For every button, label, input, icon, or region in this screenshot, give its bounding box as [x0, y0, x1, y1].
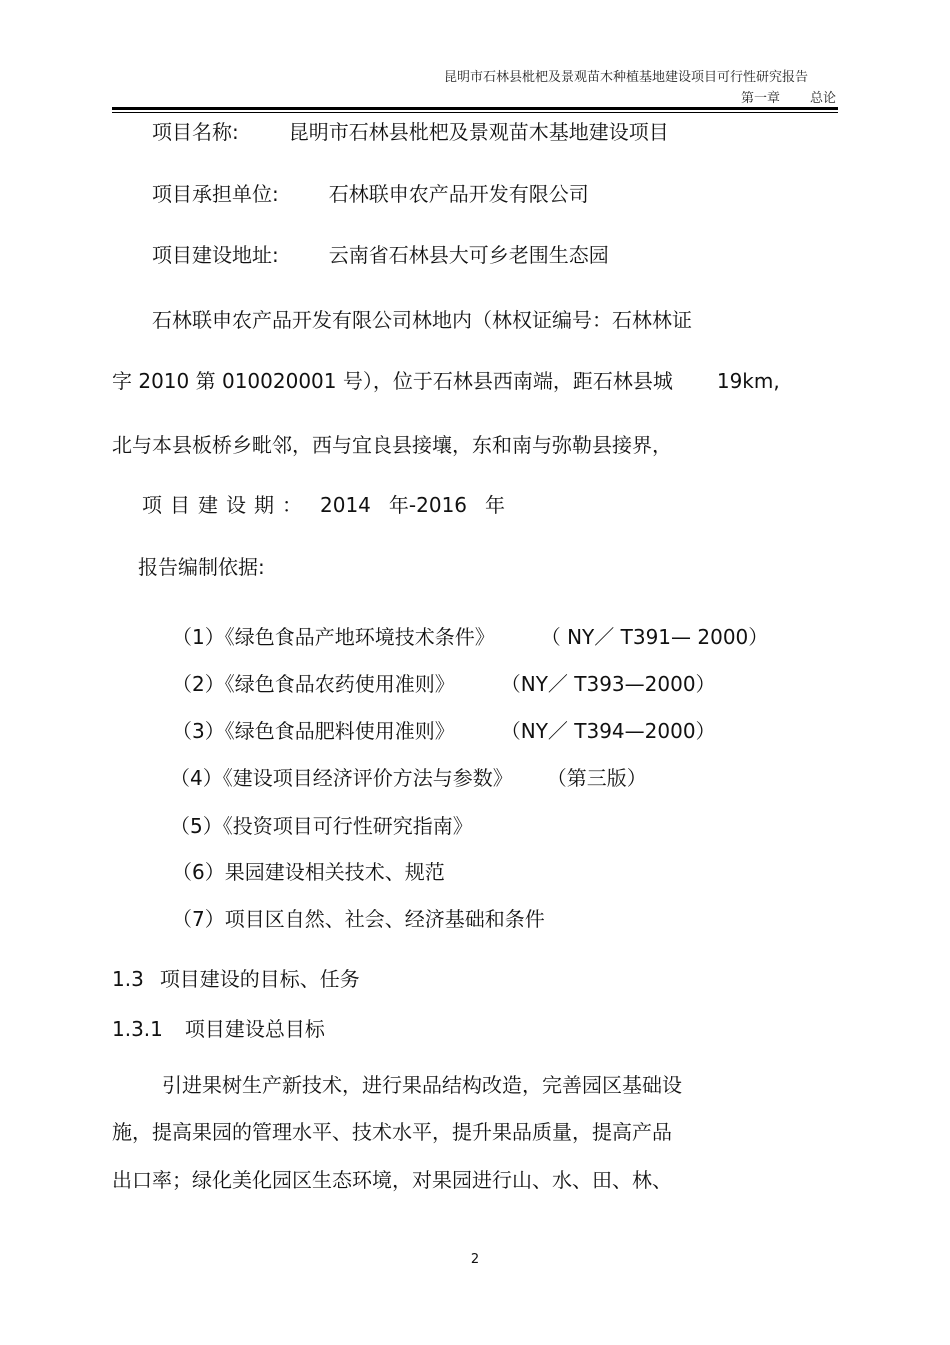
- project-site-value: 云南省石林县大可乡老围生态园: [328, 243, 609, 267]
- reference-item: [172, 624, 768, 650]
- construction-period-row: [142, 492, 505, 518]
- construction-period-label: 项目建设期：: [142, 493, 310, 517]
- section-number: 1.3: [112, 967, 144, 991]
- construction-period-mid: 年-2016: [388, 493, 468, 517]
- reference-code: （ NY／ T391— 2000）: [540, 625, 769, 649]
- project-unit-label: 项目承担单位:: [152, 182, 279, 206]
- reference-code: （NY／ T393—2000）: [500, 672, 716, 696]
- project-name-value: 昆明市石林县枇杷及景观苗木基地建设项目: [288, 120, 669, 144]
- chapter-title: 总论: [809, 91, 836, 106]
- running-header-chapter: [0, 87, 836, 106]
- page-number: 2: [470, 1252, 480, 1267]
- reference-title: （2）《绿色食品农药使用准则》: [172, 672, 455, 696]
- reference-item: [170, 765, 647, 791]
- project-unit-value: 石林联申农产品开发有限公司: [328, 182, 589, 206]
- reference-item: （7）项目区自然、社会、经济基础和条件: [172, 907, 545, 931]
- section-title: 项目建设总目标: [184, 1017, 325, 1041]
- reference-code: （第三版）: [546, 766, 647, 790]
- reference-title: （3）《绿色食品肥料使用准则》: [172, 719, 455, 743]
- header-rule-thin: [112, 112, 838, 113]
- construction-period-start: 2014: [320, 493, 371, 517]
- location-line-2-text: 字 2010 第 010020001 号），位于石林县西南端，距石林县城: [112, 369, 673, 393]
- chapter-number: 第一章: [740, 91, 780, 106]
- header-rule-thick: [112, 107, 838, 110]
- section-heading-1-3: [112, 966, 360, 992]
- reference-item: [172, 671, 716, 697]
- project-unit-row: [152, 181, 589, 207]
- location-line-2: [112, 368, 780, 394]
- goal-text-line: 引进果树生产新技术，进行果品结构改造，完善园区基础设: [162, 1073, 682, 1097]
- section-heading-1-3-1: [112, 1016, 325, 1042]
- reference-code: （NY／ T394—2000）: [500, 719, 716, 743]
- goal-text-line: 出口率；绿化美化园区生态环境，对果园进行山、水、田、林、: [112, 1168, 672, 1192]
- project-site-label: 项目建设地址:: [152, 243, 279, 267]
- construction-period-end: 年: [485, 493, 506, 517]
- running-header-title: 昆明市石林县枇杷及景观苗木种植基地建设项目可行性研究报告: [443, 70, 808, 85]
- reference-title: （1）《绿色食品产地环境技术条件》: [172, 625, 495, 649]
- section-title: 项目建设的目标、任务: [159, 967, 360, 991]
- project-site-row: [152, 242, 609, 268]
- location-distance: 19km,: [716, 369, 780, 393]
- location-line-3: 北与本县板桥乡毗邻，西与宜良县接壤，东和南与弥勒县接界，: [112, 433, 672, 457]
- reference-title: （4）《建设项目经济评价方法与参数》: [170, 766, 513, 790]
- reference-item: （6）果园建设相关技术、规范: [172, 860, 445, 884]
- basis-label: 报告编制依据:: [138, 555, 265, 579]
- goal-text-line: 施，提高果园的管理水平、技术水平，提升果品质量，提高产品: [112, 1120, 672, 1144]
- reference-item: （5）《投资项目可行性研究指南》: [170, 814, 473, 838]
- reference-item: [172, 718, 716, 744]
- project-name-row: [152, 119, 669, 145]
- location-line-1: 石林联申农产品开发有限公司林地内（林权证编号：石林林证: [152, 308, 692, 332]
- section-number: 1.3.1: [112, 1017, 163, 1041]
- project-name-label: 项目名称:: [152, 120, 239, 144]
